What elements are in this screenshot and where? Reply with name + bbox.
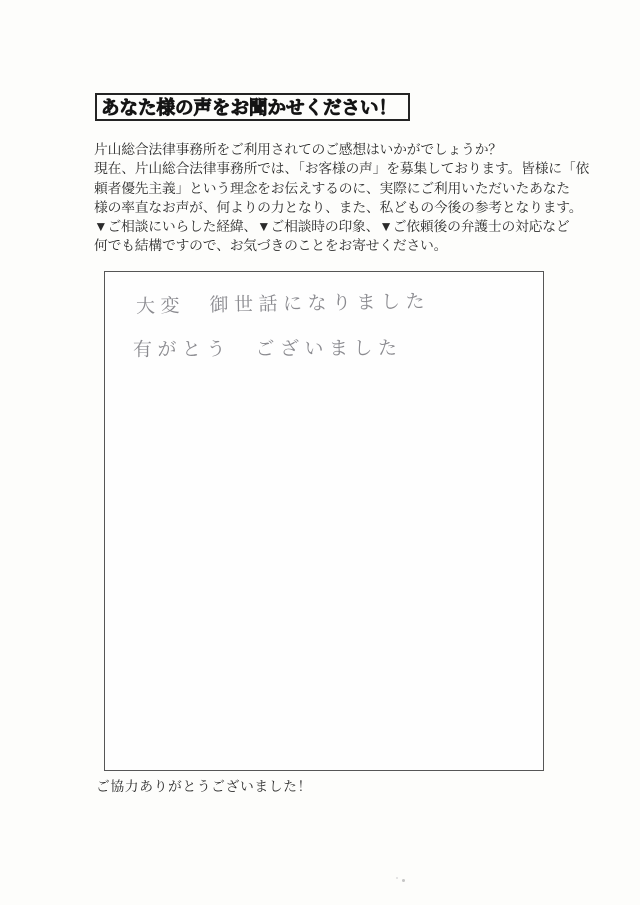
scan-speck (402, 879, 405, 882)
handwritten-comment-line: 大変 御世話になりました (135, 291, 431, 318)
intro-line: 頼者優先主義」という理念をお伝えするのに、実際にご利用いただいたあなた (94, 180, 570, 196)
intro-paragraph (94, 140, 590, 256)
scan-speck (396, 877, 398, 879)
handwritten-comment-box (104, 271, 544, 771)
title-banner (95, 93, 410, 121)
page-title: あなた様の声をお聞かせください！ (101, 97, 398, 118)
closing-text: ご協力ありがとうございました！ (96, 779, 312, 794)
handwritten-comment-line: 有がとう ございました (132, 338, 403, 361)
intro-line: 現在、片山総合法律事務所では、「お客様の声」を募集しております。皆様に「依 (94, 161, 590, 177)
intro-line: 様の率直なお声が、何よりの力となり、また、私どもの今後の参考となります。 (94, 199, 583, 215)
intro-line: 何でも結構ですので、お気づきのことをお寄せください。 (94, 238, 448, 254)
intro-line: ▼ご相談にいらした経緯、▼ご相談時の印象、▼ご依頼後の弁護士の対応など (94, 219, 570, 235)
intro-line: 片山総合法律事務所をご利用されてのご感想はいかがでしょうか？ (94, 142, 502, 157)
